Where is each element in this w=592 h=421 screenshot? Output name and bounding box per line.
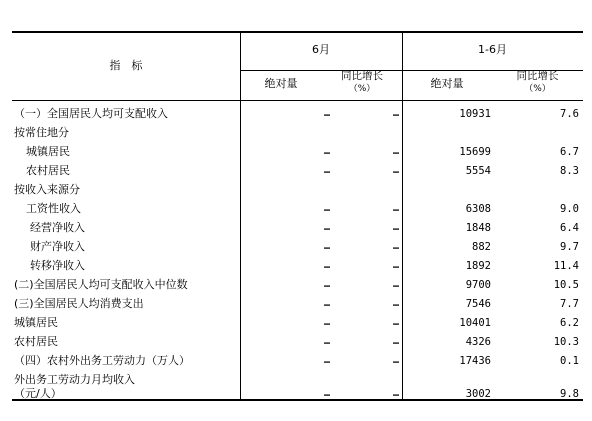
ytd-absolute-cell: 7546	[465, 298, 491, 310]
row-label-text: 城镇居民	[26, 145, 70, 158]
row-label	[14, 373, 135, 401]
ytd-absolute-cell: 1892	[465, 260, 491, 272]
header-ytd: 1-6月	[478, 43, 507, 56]
row-label-text: 按收入来源分	[14, 183, 80, 196]
june-absolute-cell: …	[323, 298, 330, 309]
june-yoy-cell: …	[392, 203, 399, 214]
row-label	[30, 221, 85, 235]
ytd-yoy-cell: 6.2	[560, 317, 579, 329]
ytd-yoy-cell: 0.1	[560, 355, 579, 367]
header-ytd-absolute: 绝对量	[430, 77, 464, 90]
row-label-text: 外出务工劳动力月均收入	[14, 373, 135, 386]
june-yoy-cell: …	[392, 222, 399, 233]
ytd-absolute-cell: 882	[472, 241, 491, 253]
statistics-table	[12, 31, 583, 401]
ytd-yoy-cell: 7.6	[560, 108, 579, 120]
june-yoy-cell: …	[392, 165, 399, 176]
june-absolute-cell: …	[323, 355, 330, 366]
row-label	[14, 183, 80, 197]
ytd-absolute-cell: 3002	[465, 388, 491, 400]
june-yoy-cell: …	[392, 355, 399, 366]
row-label-text: 工资性收入	[26, 202, 81, 215]
table-top-border	[12, 31, 583, 33]
june-absolute-cell: …	[323, 388, 330, 399]
row-label	[14, 335, 58, 349]
row-label-text: 按常住地分	[14, 126, 69, 139]
header-june-yoy: 同比增长 （%）	[341, 70, 383, 94]
row-label-text: 财产净收入	[30, 240, 85, 253]
row-label-text: （四）农村外出务工劳动力（万人）	[14, 354, 190, 367]
june-yoy-cell: …	[392, 298, 399, 309]
ytd-absolute-cell: 6308	[465, 203, 491, 215]
ytd-yoy-cell: 11.4	[553, 260, 579, 272]
row-label-text: （一）全国居民人均可支配收入	[14, 107, 168, 120]
row-label-text: 农村居民	[14, 335, 58, 348]
row-label-text: 经营净收入	[30, 221, 85, 234]
row-label-text: (二)全国居民人均可支配收入中位数	[14, 278, 188, 291]
june-absolute-cell: …	[323, 241, 330, 252]
ytd-absolute-cell: 4326	[465, 336, 491, 348]
ytd-yoy-cell: 9.7	[560, 241, 579, 253]
ytd-absolute-cell: 10401	[459, 317, 491, 329]
ytd-absolute-cell: 1848	[465, 222, 491, 234]
ytd-yoy-cell: 7.7	[560, 298, 579, 310]
row-label-text: 转移净收入	[30, 259, 85, 272]
ytd-yoy-cell: 9.0	[560, 203, 579, 215]
header-bottom-border	[12, 100, 583, 101]
header-indicator: 指 标	[109, 59, 143, 72]
june-absolute-cell: …	[323, 165, 330, 176]
ytd-absolute-cell: 9700	[465, 279, 491, 291]
june-yoy-cell: …	[392, 388, 399, 399]
row-label	[14, 107, 168, 121]
row-label	[14, 278, 188, 292]
ytd-yoy-cell: 10.5	[553, 279, 579, 291]
june-absolute-cell: …	[323, 108, 330, 119]
june-yoy-cell: …	[392, 336, 399, 347]
row-label	[30, 240, 85, 254]
june-yoy-cell: …	[392, 279, 399, 290]
row-label	[30, 259, 85, 273]
ytd-absolute-cell: 10931	[459, 108, 491, 120]
row-label	[26, 145, 70, 159]
ytd-absolute-cell: 5554	[465, 165, 491, 177]
june-absolute-cell: …	[323, 203, 330, 214]
ytd-yoy-cell: 8.3	[560, 165, 579, 177]
row-label	[14, 126, 69, 140]
june-absolute-cell: …	[323, 260, 330, 271]
row-label	[14, 354, 190, 368]
june-absolute-cell: …	[323, 222, 330, 233]
june-yoy-cell: …	[392, 146, 399, 157]
june-absolute-cell: …	[323, 336, 330, 347]
header-june: 6月	[312, 43, 330, 56]
ytd-yoy-cell: 6.4	[560, 222, 579, 234]
ytd-absolute-cell: 17436	[459, 355, 491, 367]
june-yoy-cell: …	[392, 260, 399, 271]
header-june-absolute: 绝对量	[264, 77, 298, 90]
row-label	[14, 297, 144, 311]
june-absolute-cell: …	[323, 146, 330, 157]
june-yoy-cell: …	[392, 241, 399, 252]
row-label-unit: （元/人）	[14, 387, 62, 400]
june-yoy-cell: …	[392, 317, 399, 328]
header-ytd-yoy: 同比增长 （%）	[516, 70, 559, 94]
ytd-yoy-cell: 6.7	[560, 146, 579, 158]
row-label-text: (三)全国居民人均消费支出	[14, 297, 144, 310]
row-label	[26, 202, 81, 216]
june-absolute-cell: …	[323, 279, 330, 290]
ytd-yoy-cell: 9.8	[560, 388, 579, 400]
row-label	[14, 316, 58, 330]
june-absolute-cell: …	[323, 317, 330, 328]
ytd-absolute-cell: 15699	[459, 146, 491, 158]
row-label-text: 农村居民	[26, 164, 70, 177]
row-label	[26, 164, 70, 178]
ytd-yoy-cell: 10.3	[553, 336, 579, 348]
june-yoy-cell: …	[392, 108, 399, 119]
row-label-text: 城镇居民	[14, 316, 58, 329]
